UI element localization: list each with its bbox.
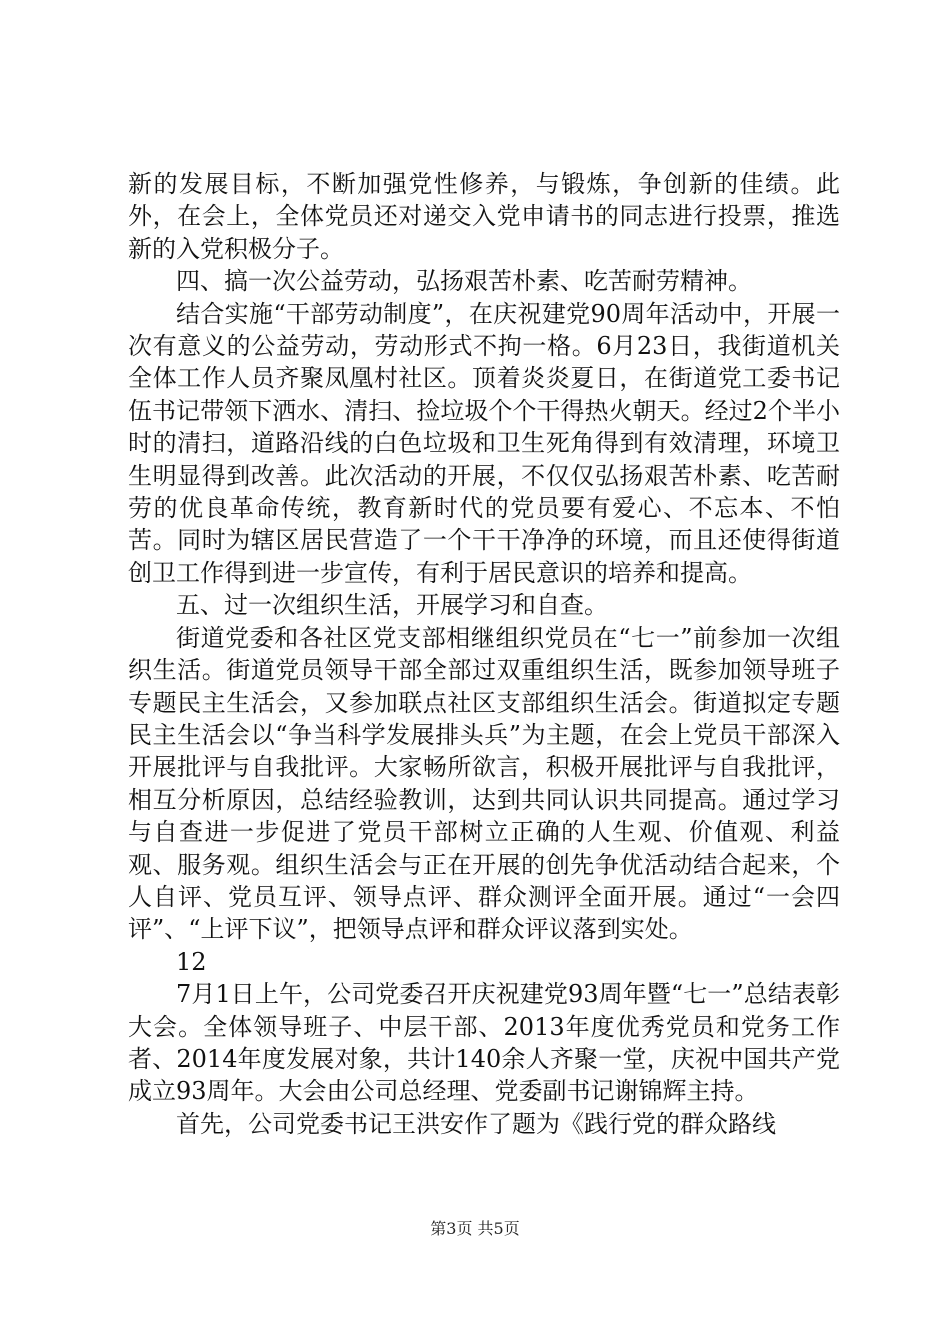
document-body: [128, 168, 840, 1140]
paragraph-number: 12: [176, 947, 207, 976]
section-heading-four: 四、搞一次公益劳动，弘扬艰苦朴素、吃苦耐劳精神。: [176, 267, 752, 296]
paragraph-speech-start: 首先，公司党委书记王洪安作了题为《践行党的群众路线: [176, 1109, 776, 1138]
page-footer: [0, 1216, 950, 1239]
paragraph-continuation: 新的发展目标，不断加强党性修养，与锻炼，争创新的佳绩。此外，在会上，全体党员还对递交入党申请书的同志进行投票，推选新的入党积极分子。: [128, 170, 840, 263]
section-heading-five: 五、过一次组织生活，开展学习和自查。: [176, 591, 608, 620]
paragraph-organization-life: 街道党委和各社区党支部相继组织党员在“七一”前参加一次组织生活。街道党员领导干部全部过双重组织生活，既参加领导班子专题民主生活会，又参加联点社区支部组织生活会。街道拟定专题民主生活会以“争当科学发展排头兵”为主题，在会上党员干部深入开展批评与自我批评。大家畅所欲言，积极开展批评与自我批评，相互分析原因，总结经验教训，达到共同认识共同提高。通过学习与自查进一步促进了党员干部树立正确的人生观、价值观、利益观、服务观。组织生活会与正在开展的创先争优活动结合起来，个人自评、党员互评、领导点评、群众测评全面开展。通过“一会四评”、“上评下议”，把领导点评和群众评议落到实处。: [128, 623, 840, 944]
page-number-label: 第3页 共5页: [430, 1219, 520, 1238]
paragraph-july-first-meeting: 7月1日上午，公司党委召开庆祝建党93周年暨“七一”总结表彰大会。全体领导班子、中层干部、2013年度优秀党员和党务工作者、2014年度发展对象，共计140余人齐聚一堂，庆祝中国共产党成立93周年。大会由公司总经理、党委副书记谢锦辉主持。: [128, 980, 840, 1106]
paragraph-public-labor: 结合实施“干部劳动制度”，在庆祝建党90周年活动中，开展一次有意义的公益劳动，劳动形式不拘一格。6月23日，我街道机关全体工作人员齐聚凤凰村社区。顶着炎炎夏日，在街道党工委书记伍书记带领下洒水、清扫、捡垃圾个个干得热火朝天。经过2个半小时的清扫，道路沿线的白色垃圾和卫生死角得到有效清理，环境卫生明显得到改善。此次活动的开展，不仅仅弘扬艰苦朴素、吃苦耐劳的优良革命传统，教育新时代的党员要有爱心、不忘本、不怕苦。同时为辖区居民营造了一个干干净净的环境，而且还使得街道创卫工作得到进一步宣传，有利于居民意识的培养和提高。: [128, 299, 840, 587]
